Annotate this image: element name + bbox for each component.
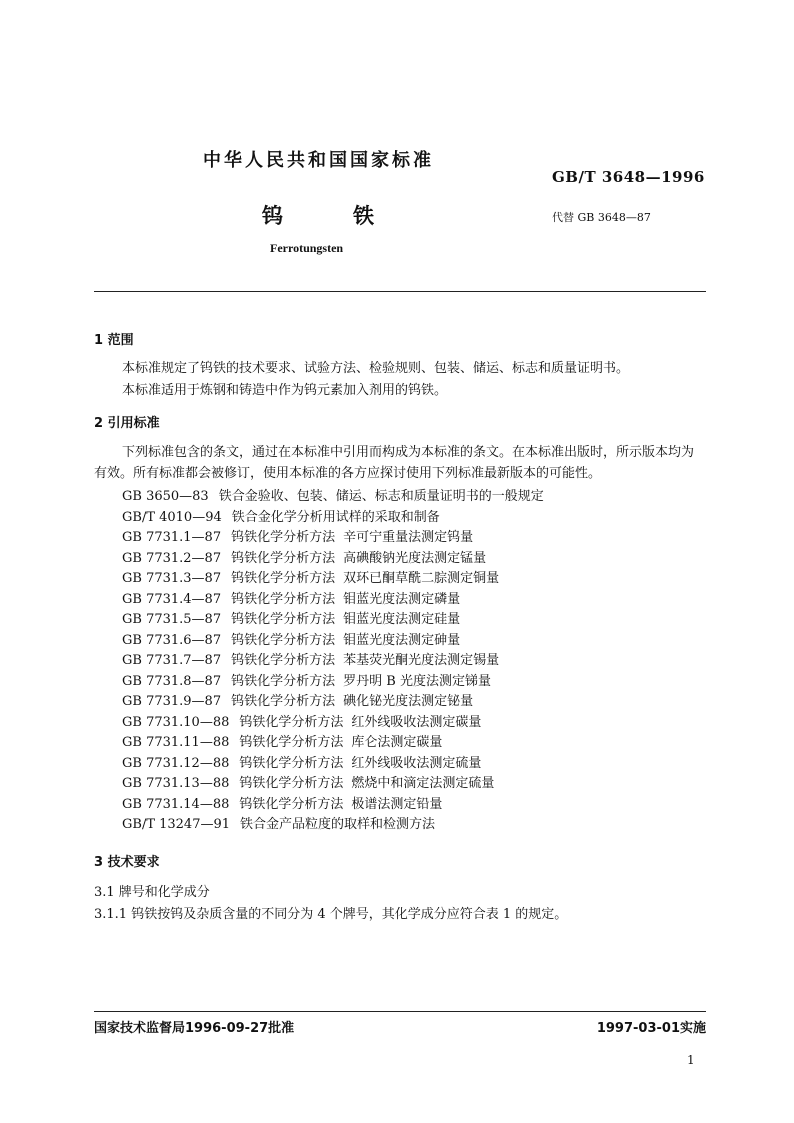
reference-title: 钨铁化学分析方法 — [231, 694, 336, 709]
reference-code: GB/T 4010—94 — [122, 509, 222, 525]
section-2-heading: 2 引用标准 — [94, 416, 160, 431]
standard-number: GB/T 3648—1996 — [552, 168, 705, 186]
reference-item — [122, 485, 544, 506]
english-title: Ferrotungsten — [270, 241, 344, 255]
reference-title: 铁合金化学分析用试样的采取和制备 — [231, 509, 440, 525]
reference-code: GB 3650—83 — [122, 489, 209, 504]
reference-method: 罗丹明 B 光度法测定锑量 — [343, 673, 491, 689]
page-number: 1 — [687, 1053, 695, 1067]
reference-title: 铁合金验收、包装、储运、标志和质量证明书的一般规定 — [218, 489, 544, 504]
reference-title: 钨铁化学分析方法 — [231, 673, 336, 689]
reference-item — [122, 547, 544, 568]
reference-item — [122, 772, 544, 793]
reference-item — [122, 608, 544, 629]
reference-item — [122, 711, 544, 732]
reference-method: 苯基荧光酮光度法测定锡量 — [343, 653, 500, 668]
reference-item — [122, 526, 544, 547]
reference-method: 钼蓝光度法测定砷量 — [343, 632, 461, 648]
reference-code: GB 7731.3—87 — [122, 571, 222, 586]
reference-title: 钨铁化学分析方法 — [231, 550, 336, 566]
section-1-paragraph: 本标准适用于炼钢和铸造中作为钨元素加入剂用的钨铁。 — [122, 383, 448, 398]
reference-method: 钼蓝光度法测定硅量 — [343, 612, 461, 627]
reference-method: 极谱法测定铅量 — [351, 796, 443, 812]
reference-title: 钨铁化学分析方法 — [239, 755, 344, 771]
reference-item — [122, 567, 544, 588]
reference-code: GB/T 13247—91 — [122, 817, 231, 832]
section-3-heading: 3 技术要求 — [94, 855, 160, 870]
title-right-char: 铁 — [353, 204, 374, 228]
approval-date: 国家技术监督局1996-09-27批准 — [94, 1021, 295, 1036]
reference-item — [122, 649, 544, 670]
reference-method: 高碘酸钠光度法测定锰量 — [343, 550, 487, 566]
reference-title: 钨铁化学分析方法 — [239, 735, 344, 750]
reference-item — [122, 670, 544, 691]
section-1-paragraph: 本标准规定了钨铁的技术要求、试验方法、检验规则、包装、储运、标志和质量证明书。 — [122, 361, 630, 376]
reference-code: GB 7731.1—87 — [122, 530, 222, 545]
section-3-1-heading: 3.1 牌号和化学成分 — [94, 885, 210, 900]
reference-code: GB 7731.10—88 — [122, 714, 230, 730]
reference-code: GB 7731.11—88 — [122, 735, 230, 750]
section-2-intro-line1: 下列标准包含的条文，通过在本标准中引用而构成为本标准的条文。在本标准出版时，所示版本均为 — [122, 445, 695, 460]
footer-rule — [94, 1011, 706, 1012]
reference-item — [122, 793, 544, 814]
reference-item — [122, 690, 544, 711]
reference-method: 辛可宁重量法测定钨量 — [343, 530, 474, 545]
reference-method: 双环已酮草酰二腙测定铜量 — [343, 571, 500, 586]
reference-code: GB 7731.13—88 — [122, 776, 230, 791]
reference-code: GB 7731.7—87 — [122, 653, 222, 668]
section-3-1-1-text: 3.1.1 钨铁按钨及杂质含量的不同分为 4 个牌号，其化学成分应符合表 1 的规定。 — [94, 907, 568, 922]
reference-method: 红外线吸收法测定碳量 — [351, 714, 482, 730]
reference-code: GB 7731.9—87 — [122, 694, 222, 709]
reference-code: GB 7731.5—87 — [122, 612, 222, 627]
section-1-heading: 1 范围 — [94, 333, 134, 348]
reference-title: 钨铁化学分析方法 — [231, 612, 336, 627]
reference-title: 钨铁化学分析方法 — [239, 796, 344, 812]
reference-code: GB 7731.14—88 — [122, 796, 230, 812]
reference-item — [122, 731, 544, 752]
reference-code: GB 7731.6—87 — [122, 632, 222, 648]
reference-title: 钨铁化学分析方法 — [231, 632, 336, 648]
section-2-intro-line2: 有效。所有标准都会被修订，使用本标准的各方应探讨使用下列标准最新版本的可能性。 — [94, 466, 602, 481]
replaces-note: 代替 GB 3648—87 — [552, 211, 651, 224]
reference-title: 钨铁化学分析方法 — [231, 653, 336, 668]
reference-method: 碘化铋光度法测定铋量 — [343, 694, 474, 709]
reference-method: 钼蓝光度法测定磷量 — [343, 591, 461, 607]
reference-method: 红外线吸收法测定硫量 — [351, 755, 482, 771]
reference-item — [122, 588, 544, 609]
reference-title: 钨铁化学分析方法 — [239, 776, 344, 791]
reference-title: 钨铁化学分析方法 — [231, 530, 336, 545]
implementation-date: 1997-03-01实施 — [596, 1021, 706, 1036]
national-standard-heading: 中华人民共和国国家标准 — [203, 150, 434, 171]
title-left-char: 钨 — [262, 204, 283, 228]
reference-list — [122, 485, 544, 834]
reference-item — [122, 752, 544, 773]
reference-title: 铁合金产品粒度的取样和检测方法 — [240, 817, 436, 832]
reference-title: 钨铁化学分析方法 — [231, 571, 336, 586]
reference-title: 钨铁化学分析方法 — [239, 714, 344, 730]
reference-method: 燃烧中和滴定法测定硫量 — [351, 776, 495, 791]
reference-method: 库仑法测定碳量 — [351, 735, 443, 750]
header-rule — [94, 291, 706, 292]
reference-item — [122, 629, 544, 650]
reference-code: GB 7731.12—88 — [122, 755, 230, 771]
reference-title: 钨铁化学分析方法 — [231, 591, 336, 607]
reference-code: GB 7731.8—87 — [122, 673, 222, 689]
reference-code: GB 7731.2—87 — [122, 550, 222, 566]
reference-item — [122, 506, 544, 527]
reference-item — [122, 813, 544, 834]
reference-code: GB 7731.4—87 — [122, 591, 222, 607]
